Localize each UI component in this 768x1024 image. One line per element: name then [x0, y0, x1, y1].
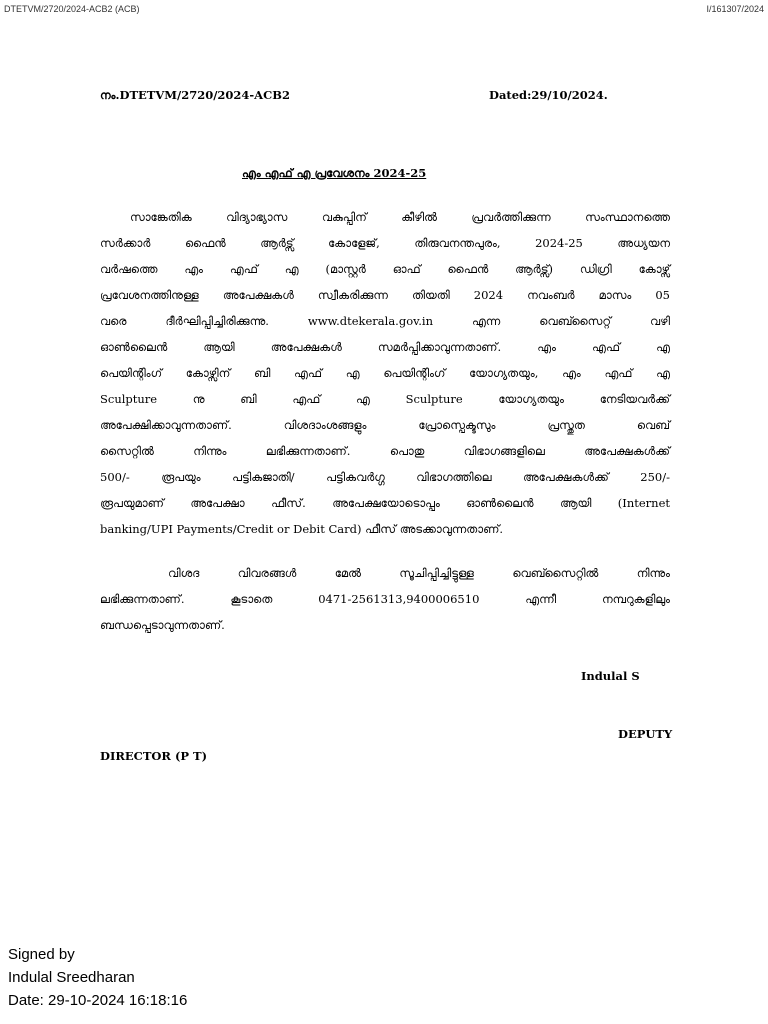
- paragraph-line: വരെ ദീർഘിപ്പിച്ചിരിക്കുന്നു. www.dtekerala.gov.in എന്ന വെബ്സൈറ്റ് വഴി: [100, 314, 670, 328]
- paragraph-line: banking/UPI Payments/Credit or Debit Card) ഫീസ് അടക്കാവുന്നതാണ്.: [100, 522, 504, 536]
- reference-number: നം.DTETVM/2720/2024-ACB2: [100, 88, 290, 102]
- file-number-header: I/161307/2024: [706, 4, 764, 14]
- signer-name: Indulal Sreedharan: [8, 969, 135, 986]
- designation-line-1: DEPUTY: [618, 727, 673, 741]
- subject-title: എം എഫ് എ പ്രവേശനം 2024-25: [242, 166, 427, 180]
- paragraph-line: വിശദ വിവരങ്ങൾ മേൽ സൂചിപ്പിച്ചിട്ടുള്ള വെബ്സൈറ്റിൽ നിന്നും: [168, 566, 670, 580]
- paragraph-line: അപേക്ഷിക്കാവുന്നതാണ്. വിശദാംശങ്ങളും പ്രോസ്പെക്ടസും പ്രസ്തുത വെബ്: [100, 418, 670, 432]
- paragraph-line: സാങ്കേതിക വിദ്യാഭ്യാസ വകുപ്പിന് കീഴിൽ പ്രവർത്തിക്കുന്ന സംസ്ഥാനത്തെ: [130, 210, 670, 224]
- paragraph-line: 500/- രൂപയും പട്ടികജാതി/ പട്ടികവർഗ്ഗ വിഭാഗത്തിലെ അപേക്ഷകൾക്ക് 250/-: [100, 470, 670, 484]
- paragraph-line: വർഷത്തെ എം എഫ് എ (മാസ്റ്റർ ഓഫ് ഫൈൻ ആർട്സ്) ഡിഗ്രി കോഴ്സ്: [100, 262, 670, 276]
- paragraph-line: സൈറ്റിൽ നിന്നും ലഭിക്കുന്നതാണ്. പൊതു വിഭാഗങ്ങളിലെ അപേക്ഷകൾക്ക്: [100, 444, 670, 458]
- document-ref-header: DTETVM/2720/2024-ACB2 (ACB): [4, 4, 140, 14]
- paragraph-line: സർക്കാർ ഫൈൻ ആർട്സ് കോളേജ്, തിരുവനന്തപുരം, 2024-25 അധ്യയന: [100, 236, 670, 250]
- paragraph-line: ഓൺലൈൻ ആയി അപേക്ഷകൾ സമർപ്പിക്കാവുന്നതാണ്. എം എഫ് എ: [100, 340, 670, 354]
- paragraph-line: ലഭിക്കുന്നതാണ്. കൂടാതെ 0471-2561313,9400006510 എന്നീ നമ്പറുകളിലും: [100, 592, 670, 606]
- paragraph-line: രൂപയുമാണ് അപേക്ഷാ ഫീസ്. അപേക്ഷയോടൊപ്പം ഓൺലൈൻ ആയി (Internet: [100, 496, 670, 510]
- paragraph-line: ബന്ധപ്പെടാവുന്നതാണ്.: [100, 618, 225, 632]
- paragraph-line: പെയിന്റിംഗ് കോഴ്സിന് ബി എഫ് എ പെയിന്റിംഗ് യോഗ്യതയും, എം എഫ് എ: [100, 366, 670, 380]
- paragraph-line: പ്രവേശനത്തിനുള്ള അപേക്ഷകൾ സ്വീകരിക്കുന്ന തിയതി 2024 നവംബർ മാസം 05: [100, 288, 670, 302]
- paragraph-line: Sculpture നു ബി എഫ് എ Sculpture യോഗ്യതയും നേടിയവർക്ക്: [100, 392, 670, 406]
- signatory-name: Indulal S: [581, 669, 640, 683]
- designation-line-2: DIRECTOR (P T): [100, 749, 208, 763]
- signed-by-label: Signed by: [8, 946, 75, 963]
- letter-date: Dated:29/10/2024.: [489, 88, 608, 102]
- signature-date: Date: 29-10-2024 16:18:16: [8, 992, 188, 1009]
